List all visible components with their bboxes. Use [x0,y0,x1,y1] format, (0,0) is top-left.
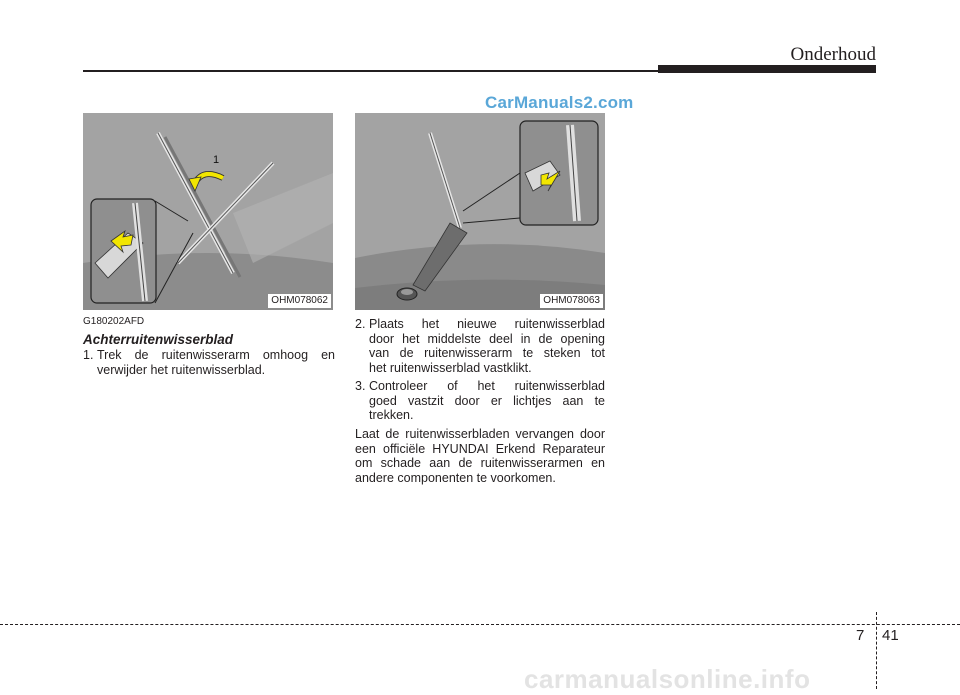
watermark-footer: carmanualsonline.info [524,664,811,694]
header-rule-thin [83,70,663,72]
reference-code: G180202AFD [83,316,145,327]
footer-vertical-divider [876,612,877,689]
step-text [355,317,605,375]
step-line: Controleer of het ruitenwisserblad [369,379,605,393]
page-number: 41 [882,627,899,644]
step-number: 1. [83,348,94,362]
instruction-step-2 [355,317,605,375]
wiper-illustration-2 [355,113,605,310]
step-text: Trek de ruitenwisserarm omhoog en verwijder het ruitenwisserblad. [97,348,335,377]
step-line: van de ruitenwisserarm te steken tot [369,346,605,360]
footer-divider [0,624,960,625]
step-number: 2. [355,317,366,331]
step-line: Plaats het nieuwe ruitenwisserblad [369,317,605,331]
chapter-number: 7 [856,627,865,644]
callout-number: 1 [213,154,220,166]
section-title: Onderhoud [790,44,876,65]
advice-paragraph: Laat de ruitenwisserbladen vervangen door een officiële HYUNDAI Erkend Reparateur om schade aan de ruitenwisserarmen en andere componenten te voorkomen. [355,427,605,485]
figure-remove-wiper [83,113,333,310]
watermark-link[interactable]: CarManuals2.com [485,93,634,112]
step-number: 3. [355,379,366,393]
figure-code: OHM078062 [268,294,331,308]
instruction-step-1 [83,348,335,377]
step-line: trekken. [369,408,414,422]
instruction-step-3 [355,379,605,423]
figure-code: OHM078063 [540,294,603,308]
header-rule-thick [658,65,876,73]
step-line: door het middelste deel in de opening [369,331,605,346]
step-line: het ruitenwisserblad vastklikt. [369,360,532,375]
figure-install-wiper [355,113,605,310]
step-line: goed vastzit door er lichtjes aan te [369,393,605,408]
section-heading: Achterruitenwisserblad [83,332,234,347]
step-text [355,379,605,423]
wiper-illustration-1 [83,113,333,310]
